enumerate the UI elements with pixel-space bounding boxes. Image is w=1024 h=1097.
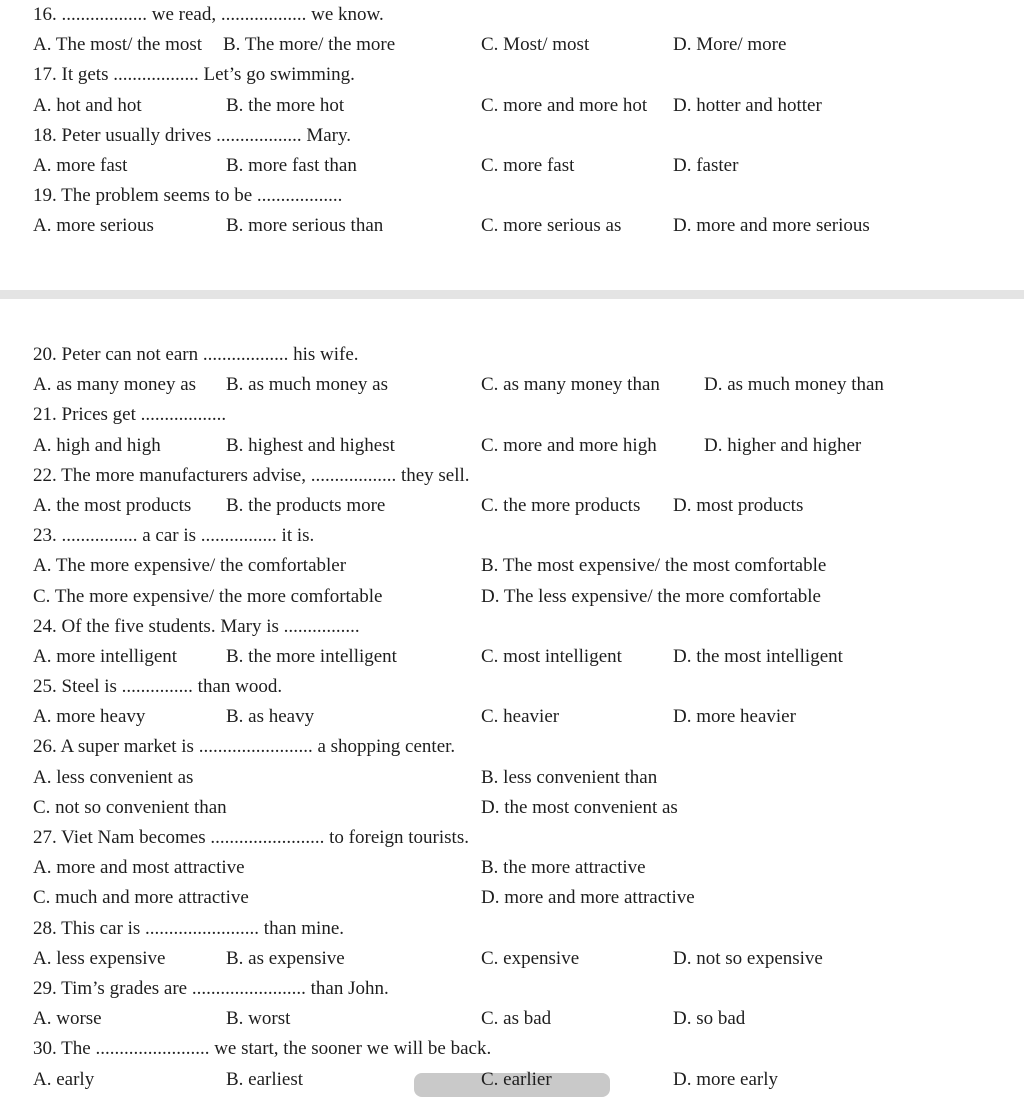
option-25-d[interactable]: D. more heavier <box>673 706 796 728</box>
options-27-row1 <box>0 853 1024 883</box>
option-26-a[interactable]: A. less convenient as <box>33 766 194 788</box>
option-20-b[interactable]: B. as much money as <box>226 374 389 396</box>
option-27-c[interactable]: C. much and more attractive <box>33 887 249 909</box>
options-24 <box>0 642 1024 672</box>
options-16 <box>0 30 1024 60</box>
options-26-row1 <box>0 763 1024 793</box>
option-30-b[interactable]: B. earliest <box>226 1068 304 1090</box>
options-30 <box>0 1065 1024 1095</box>
question-26: 26. A super market is ........................ a shopping center. <box>33 736 456 758</box>
options-20 <box>0 370 1024 400</box>
option-30-a[interactable]: A. early <box>33 1068 95 1090</box>
option-18-a[interactable]: A. more fast <box>33 154 128 176</box>
option-19-a[interactable]: A. more serious <box>33 215 154 237</box>
options-25 <box>0 702 1024 732</box>
page-divider <box>0 290 1024 299</box>
options-26-row2 <box>0 793 1024 823</box>
option-25-a[interactable]: A. more heavy <box>33 706 146 728</box>
option-29-d[interactable]: D. so bad <box>673 1008 746 1030</box>
question-29: 29. Tim’s grades are ........................ than John. <box>33 977 389 999</box>
option-23-a[interactable]: A. The more expensive/ the comfortabler <box>33 555 347 577</box>
option-16-c[interactable]: C. Most/ most <box>481 34 590 56</box>
option-22-a[interactable]: A. the most products <box>33 494 192 516</box>
option-23-d[interactable]: D. The less expensive/ the more comfortable <box>481 585 821 607</box>
question-22: 22. The more manufacturers advise, .................. they sell. <box>33 464 470 486</box>
option-26-b[interactable]: B. less convenient than <box>481 766 658 788</box>
question-17: 17. It gets .................. Let’s go swimming. <box>33 64 355 86</box>
option-24-b[interactable]: B. the more intelligent <box>226 645 397 667</box>
option-18-d[interactable]: D. faster <box>673 154 739 176</box>
option-21-c[interactable]: C. more and more high <box>481 434 657 456</box>
option-28-a[interactable]: A. less expensive <box>33 947 166 969</box>
option-25-b[interactable]: B. as heavy <box>226 706 315 728</box>
options-18 <box>0 151 1024 181</box>
option-16-d[interactable]: D. More/ more <box>673 34 787 56</box>
option-27-a[interactable]: A. more and most attractive <box>33 857 245 879</box>
option-28-b[interactable]: B. as expensive <box>226 947 345 969</box>
option-25-c[interactable]: C. heavier <box>481 706 560 728</box>
option-22-c[interactable]: C. the more products <box>481 494 641 516</box>
question-16: 16. .................. we read, .................. we know. <box>33 4 384 25</box>
option-29-c[interactable]: C. as bad <box>481 1008 552 1030</box>
option-24-c[interactable]: C. most intelligent <box>481 645 622 667</box>
options-19 <box>0 211 1024 241</box>
option-27-d[interactable]: D. more and more attractive <box>481 887 695 909</box>
option-26-c[interactable]: C. not so convenient than <box>33 796 227 818</box>
option-27-b[interactable]: B. the more attractive <box>481 857 646 879</box>
option-20-a[interactable]: A. as many money as <box>33 374 197 396</box>
question-section-2 <box>0 340 1024 1095</box>
question-24: 24. Of the five students. Mary is ................ <box>33 615 360 637</box>
option-23-c[interactable]: C. The more expensive/ the more comfortable <box>33 585 383 607</box>
option-17-b[interactable]: B. the more hot <box>226 94 345 116</box>
option-19-c[interactable]: C. more serious as <box>481 215 622 237</box>
question-27: 27. Viet Nam becomes ........................ to foreign tourists. <box>33 827 469 848</box>
question-18: 18. Peter usually drives .................. Mary. <box>33 124 352 146</box>
question-21: 21. Prices get .................. <box>33 404 227 426</box>
option-18-b[interactable]: B. more fast than <box>226 154 357 176</box>
option-21-a[interactable]: A. high and high <box>33 434 161 456</box>
option-20-c[interactable]: C. as many money than <box>481 374 660 396</box>
option-29-b[interactable]: B. worst <box>226 1008 291 1030</box>
question-19: 19. The problem seems to be .................. <box>33 185 343 207</box>
options-29 <box>0 1004 1024 1034</box>
option-22-b[interactable]: B. the products more <box>226 494 386 516</box>
option-30-c[interactable]: C. earlier <box>481 1068 552 1090</box>
option-24-a[interactable]: A. more intelligent <box>33 645 178 667</box>
option-29-a[interactable]: A. worse <box>33 1008 102 1030</box>
option-20-d[interactable]: D. as much money than <box>704 374 884 396</box>
question-23: 23. ................ a car is ................ it is. <box>33 525 315 547</box>
option-28-d[interactable]: D. not so expensive <box>673 947 823 969</box>
option-19-d[interactable]: D. more and more serious <box>673 215 870 237</box>
option-16-b[interactable]: B. The more/ the more <box>223 34 396 56</box>
question-30: 30. The ........................ we start, the sooner we will be back. <box>33 1038 492 1060</box>
option-18-c[interactable]: C. more fast <box>481 154 575 176</box>
options-22 <box>0 491 1024 521</box>
option-16-a[interactable]: A. The most/ the most <box>33 34 203 56</box>
options-23-row2 <box>0 582 1024 612</box>
options-28 <box>0 944 1024 974</box>
option-23-b[interactable]: B. The most expensive/ the most comfortable <box>481 555 827 577</box>
option-24-d[interactable]: D. the most intelligent <box>673 645 843 667</box>
options-21 <box>0 431 1024 461</box>
option-30-d[interactable]: D. more early <box>673 1068 778 1090</box>
question-28: 28. This car is ........................ than mine. <box>33 917 345 939</box>
question-20: 20. Peter can not earn .................. his wife. <box>33 344 359 365</box>
option-21-b[interactable]: B. highest and highest <box>226 434 395 456</box>
option-17-d[interactable]: D. hotter and hotter <box>673 94 822 116</box>
option-28-c[interactable]: C. expensive <box>481 947 580 969</box>
option-19-b[interactable]: B. more serious than <box>226 215 384 237</box>
option-26-d[interactable]: D. the most convenient as <box>481 796 678 818</box>
options-17 <box>0 91 1024 121</box>
option-21-d[interactable]: D. higher and higher <box>704 434 862 456</box>
options-23-row1 <box>0 551 1024 581</box>
option-17-a[interactable]: A. hot and hot <box>33 94 142 116</box>
option-17-c[interactable]: C. more and more hot <box>481 94 648 116</box>
question-25: 25. Steel is ............... than wood. <box>33 676 283 698</box>
option-22-d[interactable]: D. most products <box>673 494 804 516</box>
question-section-1 <box>0 0 1024 242</box>
options-27-row2 <box>0 883 1024 913</box>
